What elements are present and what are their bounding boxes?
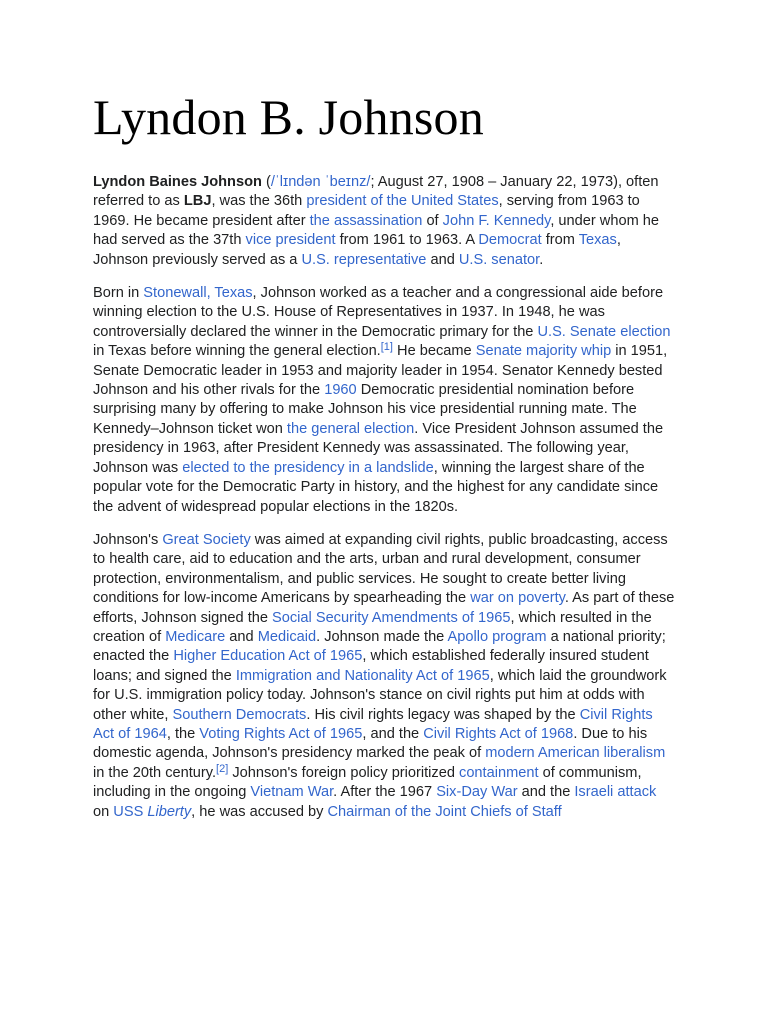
link-containment[interactable]: containment bbox=[459, 764, 539, 781]
text: a national priority; enacted the bbox=[93, 628, 666, 665]
text: from bbox=[541, 232, 579, 249]
link-1960[interactable]: 1960 bbox=[324, 382, 357, 399]
text: , Johnson worked as a teacher and a congressional aide before winning election to the U.S. House of Representatives in 1937. In 1948, he was controversially declared the winner in the Democratic primary for the bbox=[93, 285, 664, 340]
link-apollo-program[interactable]: Apollo program bbox=[447, 628, 547, 645]
link-texas[interactable]: Texas bbox=[578, 232, 617, 249]
link-senate-election[interactable]: U.S. Senate election bbox=[537, 323, 671, 340]
text: , which resulted in the creation of bbox=[93, 609, 652, 645]
text: Johnson's bbox=[93, 531, 163, 548]
text: and the bbox=[517, 784, 575, 801]
link-voting-rights-act[interactable]: Voting Rights Act of 1965 bbox=[199, 725, 363, 742]
link-president-of-us[interactable]: president of the United States bbox=[306, 193, 499, 210]
text: , which established federally insured student loans; and signed the bbox=[93, 648, 649, 684]
link-general-election[interactable]: the general election bbox=[286, 420, 415, 437]
text: Democratic presidential nomination before surprising many by offering to make Johnson his vice presidential running mate. The Kennedy–Johnson ticket won bbox=[93, 382, 637, 437]
link-modern-american-liberalism[interactable]: modern American liberalism bbox=[485, 745, 666, 762]
link-medicare[interactable]: Medicare bbox=[165, 628, 226, 645]
text: , the bbox=[166, 725, 200, 742]
link-great-society[interactable]: Great Society bbox=[162, 531, 251, 548]
text: of communism, including in the ongoing bbox=[93, 764, 642, 801]
link-senate-majority-whip[interactable]: Senate majority whip bbox=[475, 343, 612, 360]
link-us-representative[interactable]: U.S. representative bbox=[301, 251, 427, 268]
link-six-day-war[interactable]: Six-Day War bbox=[436, 784, 518, 801]
citation-1[interactable]: [1] bbox=[380, 341, 393, 354]
ship-name: Liberty bbox=[147, 803, 192, 820]
text: , Johnson previously served as a bbox=[93, 232, 621, 268]
pronunciation-link[interactable]: /ˈlɪndən ˈbeɪnz/ bbox=[270, 174, 371, 190]
text: , serving from 1963 to 1969. He became president after bbox=[93, 193, 640, 229]
text: . As part of these efforts, Johnson signed the bbox=[93, 590, 675, 626]
text: in the 20th century. bbox=[93, 764, 217, 781]
citation-2[interactable]: [2] bbox=[216, 762, 229, 775]
link-higher-education-act[interactable]: Higher Education Act of 1965 bbox=[173, 648, 363, 665]
link-text: USS bbox=[113, 803, 148, 820]
text: , winning the largest share of the popular vote for the Democratic Party in history, and the highest for any candidate since the advent of widespread popular elections in the 1820s. bbox=[93, 459, 659, 515]
text: and bbox=[225, 628, 258, 645]
link-vietnam-war[interactable]: Vietnam War bbox=[250, 784, 334, 801]
link-immigration-act[interactable]: Immigration and Nationality Act of 1965 bbox=[235, 667, 490, 684]
link-stonewall-texas[interactable]: Stonewall, Texas bbox=[143, 285, 253, 302]
text: ; August 27, 1908 – January 22, 1973), often referred to as bbox=[93, 174, 659, 210]
text: , and the bbox=[362, 725, 424, 742]
text: . Johnson made the bbox=[316, 628, 448, 645]
text: , which laid the groundwork for U.S. immigration policy today. Johnson's stance on civil rights put him at odds with other white, bbox=[93, 667, 667, 723]
text: . bbox=[539, 251, 544, 268]
text: Johnson's foreign policy prioritized bbox=[228, 764, 460, 781]
link-war-on-poverty[interactable]: war on poverty bbox=[470, 590, 565, 607]
intro-paragraph bbox=[93, 173, 675, 270]
link-john-f-kennedy[interactable]: John F. Kennedy bbox=[442, 212, 551, 229]
text: . After the 1967 bbox=[333, 784, 437, 801]
link-joint-chiefs-chairman[interactable]: Chairman of the Joint Chiefs of Staff bbox=[327, 803, 562, 820]
early-career-paragraph bbox=[93, 284, 675, 517]
link-social-security-amendments[interactable]: Social Security Amendments of 1965 bbox=[272, 609, 511, 626]
presidency-paragraph bbox=[93, 531, 675, 822]
link-medicaid[interactable]: Medicaid bbox=[257, 628, 317, 645]
link-vice-president[interactable]: vice president bbox=[245, 232, 336, 249]
text: in 1951, Senate Democratic leader in 1953 and majority leader in 1954. Senator Kennedy bested Johnson and his other rivals for the bbox=[93, 343, 668, 399]
page-title: Lyndon B. Johnson bbox=[93, 89, 484, 145]
text: . Due to his domestic agenda, Johnson's presidency marked the peak of bbox=[93, 725, 648, 762]
text: He became bbox=[392, 343, 476, 360]
link-democrat[interactable]: Democrat bbox=[478, 232, 542, 249]
text: , he was accused by bbox=[191, 803, 328, 820]
text: . Vice President Johnson assumed the presidency in 1963, after President Kennedy was assassinated. The following year, Johnson was bbox=[93, 420, 664, 476]
link-landslide[interactable]: elected to the presidency in a landslide bbox=[182, 459, 434, 476]
text: was aimed at expanding civil rights, public broadcasting, access to health care, aid to education and the arts, urban and rural development, consumer protection, environmentalism, and public services. He sought to create better living conditions for low-income Americans by spearheading the bbox=[93, 531, 668, 607]
text: on bbox=[93, 803, 114, 820]
article bbox=[93, 0, 675, 836]
text: and bbox=[426, 251, 459, 268]
text: ( bbox=[261, 174, 271, 190]
link-uss-liberty[interactable] bbox=[113, 804, 191, 820]
text: , was the 36th bbox=[211, 193, 307, 210]
text: of bbox=[422, 212, 443, 229]
link-us-senator[interactable]: U.S. senator bbox=[458, 251, 540, 268]
link-israeli-attack[interactable]: Israeli attack bbox=[574, 784, 657, 801]
text: , under whom he had served as the 37th bbox=[93, 212, 660, 249]
text: in Texas before winning the general election. bbox=[93, 343, 381, 360]
subject-name: Lyndon Baines Johnson bbox=[93, 174, 262, 190]
link-civil-rights-act-1968[interactable]: Civil Rights Act of 1968 bbox=[423, 725, 574, 742]
link-civil-rights-act-1964[interactable]: Civil Rights Act of 1964 bbox=[93, 706, 653, 742]
text: Born in bbox=[93, 285, 144, 302]
nickname: LBJ bbox=[183, 193, 212, 210]
link-assassination[interactable]: the assassination bbox=[309, 212, 423, 229]
text: . His civil rights legacy was shaped by the bbox=[306, 706, 580, 723]
link-southern-democrats[interactable]: Southern Democrats bbox=[172, 706, 307, 723]
text: from 1961 to 1963. A bbox=[335, 232, 479, 249]
